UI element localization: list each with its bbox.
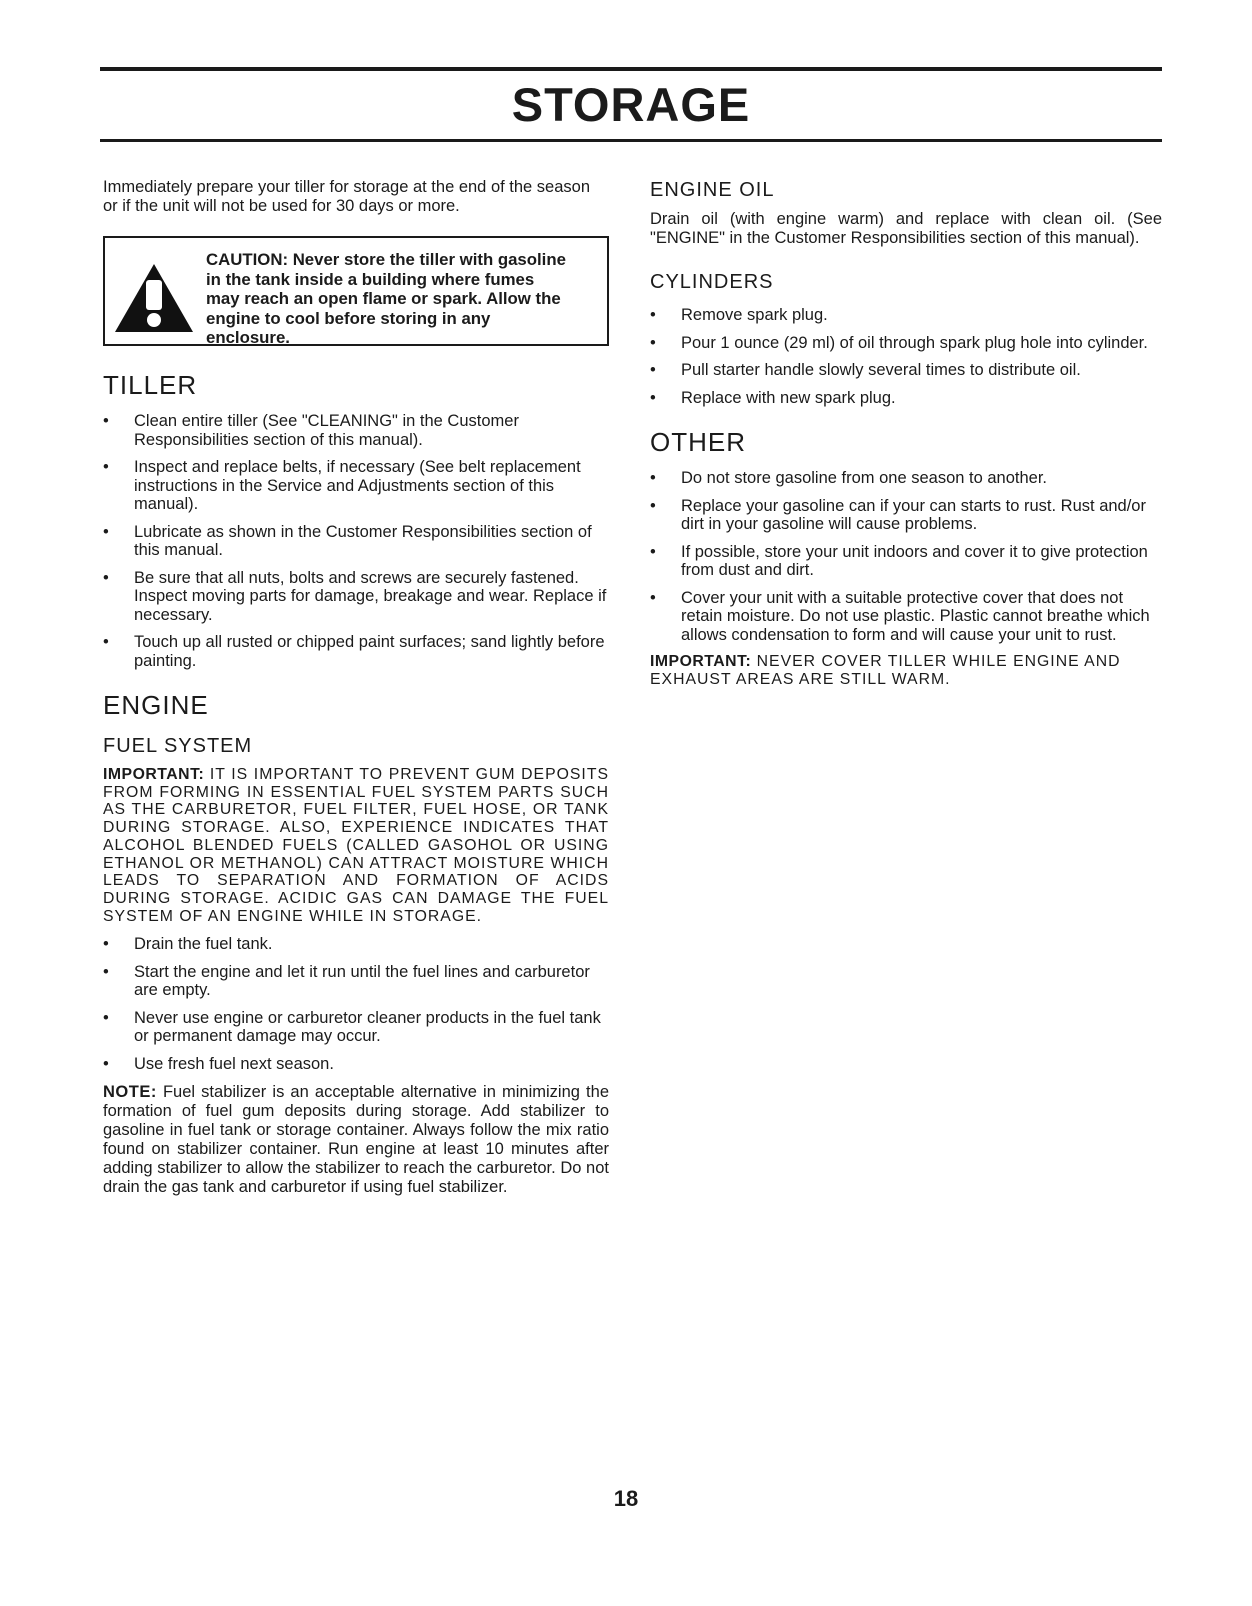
list-item: • Pull starter handle slowly several times to distribute oil.: [650, 361, 1081, 379]
note-text: Fuel stabilizer is an acceptable alternative in minimizing the formation of fuel gum deposits during storage. Add stabilizer to gasoline in fuel tank or storage container. Always follow the mix ratio found on stabilizer container. Run engine at least 10 minutes after adding stabilizer to allow the stabilizer to reach the carburetor. Do not drain the gas tank and carburetor if using fuel stabilizer.: [103, 1083, 609, 1197]
list-item: • Be sure that all nuts, bolts and screws are securely fastened. Inspect moving parts for damage, breakage and wear. Replace if necessary.: [103, 568, 607, 624]
title-underline-rule: [100, 139, 1162, 142]
important-text: IT IS IMPORTANT TO PREVENT GUM DEPOSITS FROM FORMING IN ESSENTIAL FUEL SYSTEM PARTS SUCH AS THE CARBURETOR, FUEL FILTER, FUEL HOSE, OR TANK DURING STORAGE. ALSO, EXPERIENCE INDICATES THAT ALCOHOL BLENDED FUELS (CALLED GASOHOL OR USING ETHANOL OR METHANOL) CAN ATTRACT MOISTURE WHICH LEADS TO SEPARATION AND FORMATION OF ACIDS DURING STORAGE. ACIDIC GAS CAN DAMAGE THE FUEL SYSTEM OF AN ENGINE WHILE IN STORAGE.: [103, 766, 610, 925]
list-item: • Pour 1 ounce (29 ml) of oil through spark plug hole into cylinder.: [650, 333, 1148, 352]
list-item: • Clean entire tiller (See "CLEANING" in the Customer Responsibilities section of this manual).: [103, 412, 519, 449]
note-label: NOTE:: [103, 1083, 157, 1102]
list-item: • Never use engine or carburetor cleaner products in the fuel tank or permanent damage may occur.: [103, 1008, 601, 1046]
engine-oil-paragraph: Drain oil (with engine warm) and replace with clean oil. (See "ENGINE" in the Customer Responsibilities section of this manual).: [650, 210, 1162, 247]
list-item: • Replace your gasoline can if your can starts to rust. Rust and/or dirt in your gasoline will cause problems.: [650, 496, 1146, 533]
other-important-paragraph: [650, 653, 1162, 688]
other-list: [650, 469, 1162, 644]
top-rule: [100, 67, 1162, 71]
list-item: • If possible, store your unit indoors and cover it to give protection from dust and dirt.: [650, 542, 1148, 579]
warning-triangle-icon: [113, 262, 195, 334]
list-item: • Use fresh fuel next season.: [103, 1054, 334, 1073]
caution-box: [103, 236, 609, 346]
important-text: NEVER COVER TILLER WHILE ENGINE AND EXHAUST AREAS ARE STILL WARM.: [650, 653, 1121, 688]
engine-oil-heading: ENGINE OIL: [650, 179, 775, 201]
caution-text: CAUTION: Never store the tiller with gasoline in the tank inside a building where fumes may reach an open flame or spark. Allow the engine to cool before storing in any enclosure.: [206, 250, 566, 347]
cylinders-heading: CYLINDERS: [650, 271, 774, 293]
intro-paragraph: Immediately prepare your tiller for storage at the end of the season or if the unit will not be used for 30 days or more.: [103, 178, 591, 215]
fuel-note-paragraph: [103, 1083, 609, 1197]
list-item: • Replace with new spark plug.: [650, 388, 896, 407]
cylinders-list: [650, 306, 1162, 407]
page-title: STORAGE: [511, 78, 751, 131]
fuel-system-list: [103, 935, 609, 1073]
page-number: 18: [613, 1486, 639, 1511]
list-item: • Touch up all rusted or chipped paint surfaces; sand lightly before painting.: [103, 633, 605, 670]
important-label: IMPORTANT:: [650, 653, 752, 670]
list-item: • Inspect and replace belts, if necessary (See belt replacement instructions in the Service and Adjustments section of this manual).: [103, 458, 581, 513]
list-item: • Remove spark plug.: [650, 306, 828, 324]
other-heading: OTHER: [650, 427, 746, 457]
list-item: • Lubricate as shown in the Customer Responsibilities section of this manual.: [103, 522, 592, 559]
important-label: IMPORTANT:: [103, 766, 205, 783]
right-column: [650, 178, 1162, 688]
fuel-system-heading: FUEL SYSTEM: [103, 735, 253, 757]
tiller-list: [103, 412, 609, 670]
list-item: • Do not store gasoline from one season to another.: [650, 469, 1047, 487]
list-item: • Cover your unit with a suitable protective cover that does not retain moisture. Do not use plastic. Plastic cannot breathe which allows condensation to form and will cause your unit to rust.: [650, 588, 1150, 644]
fuel-important-paragraph: [103, 766, 609, 925]
left-column: [103, 178, 609, 1197]
list-item: • Drain the fuel tank.: [103, 935, 273, 954]
engine-heading: ENGINE: [103, 690, 209, 720]
tiller-heading: TILLER: [103, 370, 198, 400]
list-item: • Start the engine and let it run until the fuel lines and carburetor are empty.: [103, 962, 590, 1000]
